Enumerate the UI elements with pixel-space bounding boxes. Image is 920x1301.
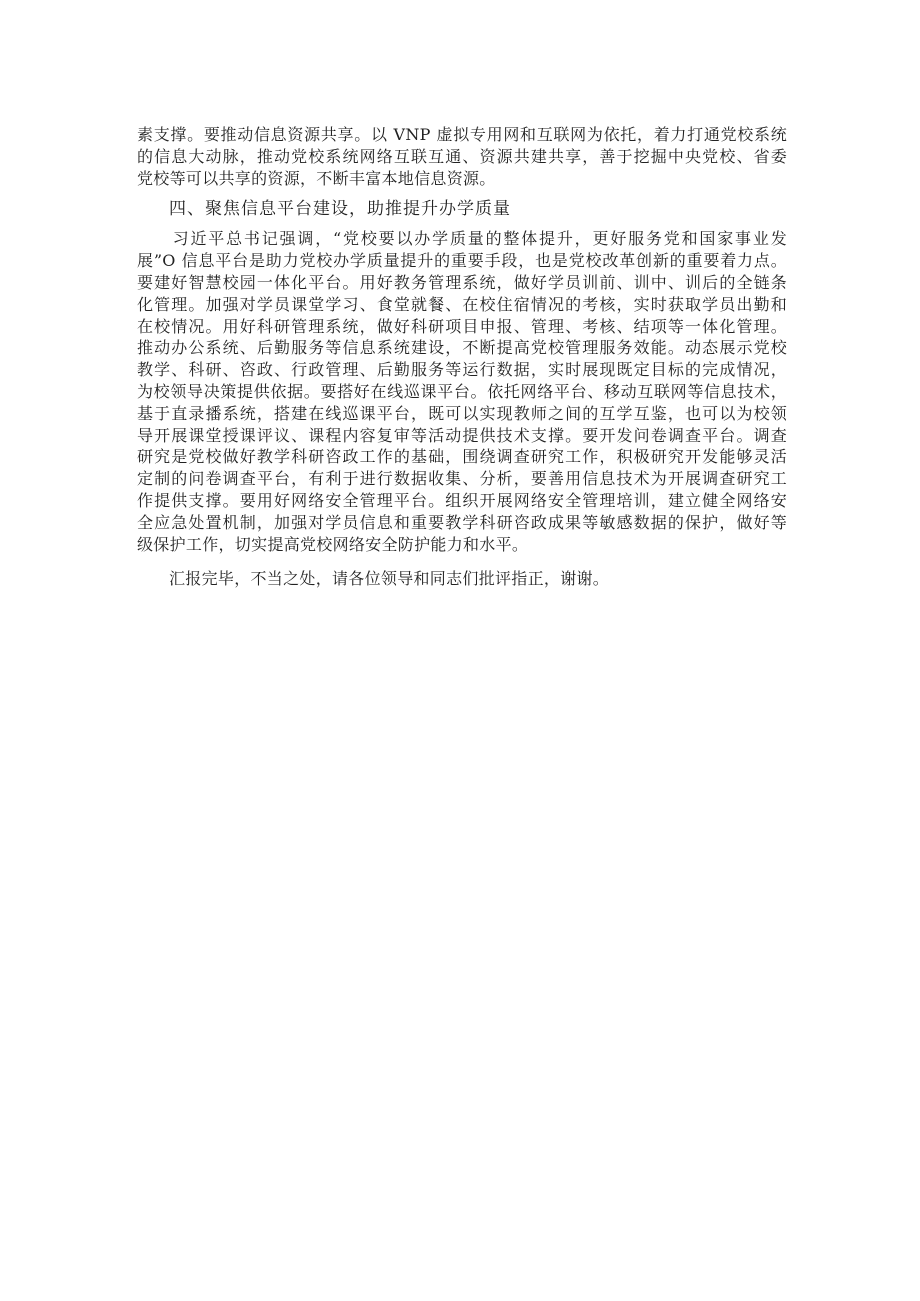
text-line: 作提供支撑。要用好网络安全管理平台。组织开展网络安全管理培训，建立健全网络安 <box>137 490 787 510</box>
text-line: 基于直录播系统，搭建在线巡课平台，既可以实现教师之间的互学互鉴，也可以为校领 <box>137 403 787 423</box>
text-line: 党校等可以共享的资源，不断丰富本地信息资源。 <box>137 168 496 188</box>
text-line: 定制的问卷调查平台，有利于进行数据收集、分析，要善用信息技术为开展调查研究工 <box>137 469 787 489</box>
paragraph-section-4 <box>137 228 787 555</box>
text-line: 化管理。加强对学员课堂学习、食堂就餐、在校住宿情况的考核，实时获取学员出勤和 <box>137 294 787 314</box>
text-line: 推动办公系统、后勤服务等信息系统建设，不断提高党校管理服务效能。动态展示党校 <box>137 338 787 358</box>
text-line: 的信息大动脉，推动党校系统网络互联互通、资源共建共享，善于挖掘中央党校、省委 <box>137 146 787 166</box>
text-line: 习近平总书记强调，“党校要以办学质量的整体提升，更好服务党和国家事业发 <box>137 229 787 249</box>
closing-remarks: 汇报完毕，不当之处，请各位领导和同志们批评指正，谢谢。 <box>169 569 610 589</box>
section-heading: 四、聚焦信息平台建设，助推提升办学质量 <box>169 199 511 220</box>
document-body <box>137 124 787 590</box>
text-line: 展”O 信息平台是助力党校办学质量提升的重要手段，也是党校改革创新的重要着力点。 <box>137 251 787 271</box>
text-line: 素支撑。要推动信息资源共享。以 VNP 虚拟专用网和互联网为依托，着力打通党校系统 <box>137 125 787 144</box>
text-line: 全应急处置机制，加强对学员信息和重要教学科研咨政成果等敏感数据的保护，做好等 <box>137 512 787 532</box>
text-line: 级保护工作，切实提高党校网络安全防护能力和水平。 <box>137 534 529 554</box>
text-line: 要建好智慧校园一体化平台。用好教务管理系统，做好学员训前、训中、训后的全链条 <box>137 272 787 292</box>
text-line: 为校领导决策提供依据。要搭好在线巡课平台。依托网络平台、移动互联网等信息技术， <box>137 381 787 401</box>
text-line: 教学、科研、咨政、行政管理、后勤服务等运行数据，实时展现既定目标的完成情况， <box>137 360 787 380</box>
paragraph-continued <box>137 124 787 189</box>
text-line: 在校情况。用好科研管理系统，做好科研项目申报、管理、考核、结项等一体化管理。 <box>137 316 787 336</box>
text-line: 研究是党校做好教学科研咨政工作的基础，围绕调查研究工作，积极研究开发能够灵活 <box>137 447 787 467</box>
text-line: 导开展课堂授课评议、课程内容复审等活动提供技术支撑。要开发问卷调查平台。调查 <box>137 425 787 445</box>
